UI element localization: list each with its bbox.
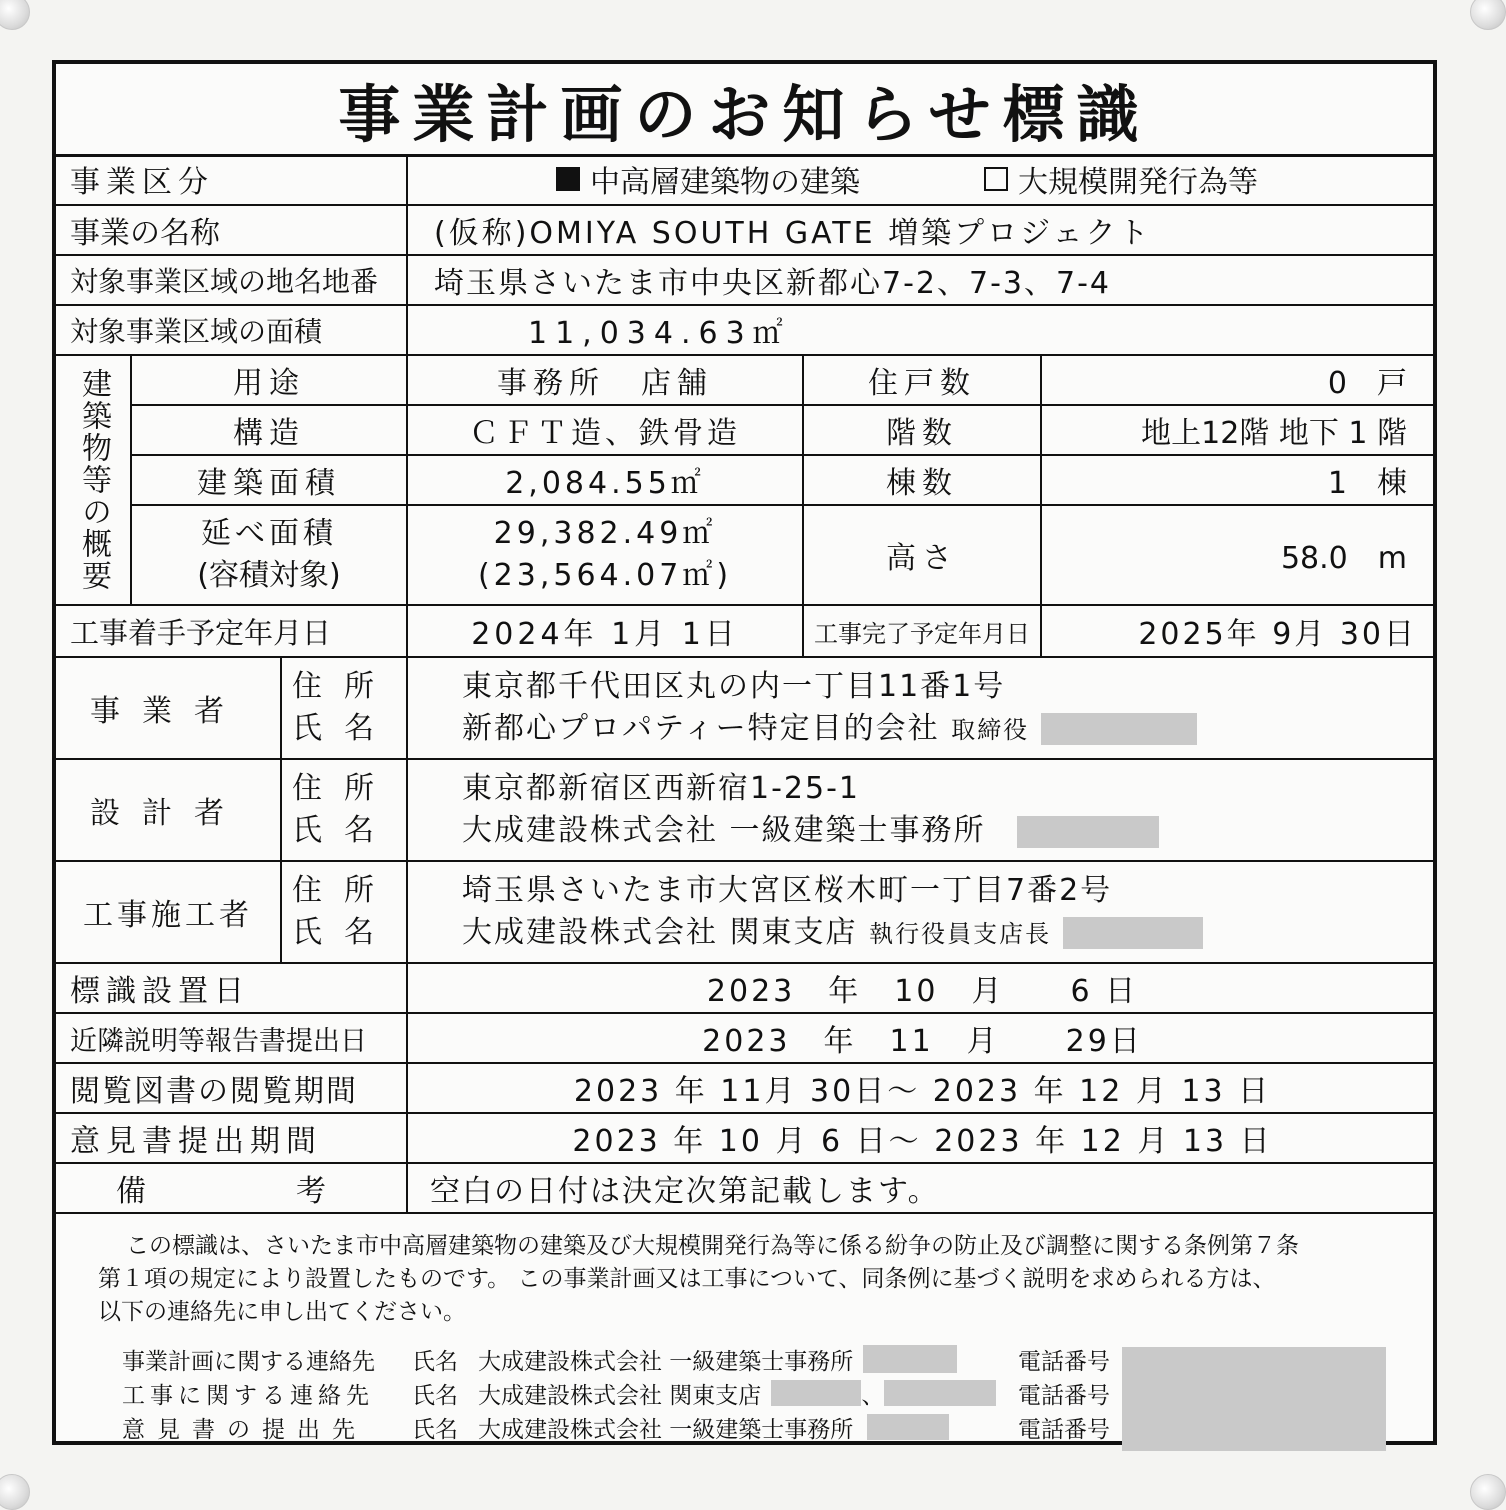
redacted-name <box>771 1380 861 1406</box>
designer-role-label: 設計者 <box>56 760 282 862</box>
building-overview-label: 建築物等の概要 <box>56 356 132 606</box>
address-value: 埼玉県さいたま市中央区新都心7-2、7-3、7-4 <box>408 256 1437 306</box>
checked-box-icon <box>556 167 580 191</box>
height-label: 高さ <box>804 506 1042 606</box>
mounting-screw-icon <box>1470 0 1506 30</box>
sign-date-value: 2023 年 10 月 6 日 <box>408 964 1437 1014</box>
viewing-period-value: 2023 年 11月 30日～ 2023 年 12 月 13 日 <box>408 1064 1437 1114</box>
redacted-name <box>1041 713 1197 745</box>
notice-paragraph: この標識は、さいたま市中高層建築物の建築及び大規模開発行為等に係る紛争の防止及び調整に関する条例第７条 第１項の規定により設置したものです。 この事業計画又は工事について、同条例に基づく説明を求められる方は、 以下の連絡先に申し出てください。 <box>98 1233 1299 1325</box>
redacted-name <box>863 1345 957 1373</box>
notice-board <box>52 60 1437 1445</box>
contractor-address: 埼玉県さいたま市大宮区桜木町一丁目7番2号 <box>462 872 1113 908</box>
height-value: 58.0 m <box>1042 506 1437 606</box>
floor-area-label: 延べ面積 (容積対象) <box>132 506 408 606</box>
owner-address: 東京都千代田区丸の内一丁目11番1号 <box>462 668 1006 704</box>
end-date-value: 2025年 9月 30日 <box>1042 606 1437 658</box>
category-option-label: 中高層建築物の建築 <box>590 165 860 200</box>
designer-name-line: 大成建設株式会社 一級建築士事務所 <box>462 810 1159 852</box>
designer-address: 東京都新宿区西新宿1-25-1 <box>462 771 860 806</box>
unchecked-box-icon <box>984 167 1008 191</box>
owner-field-labels: 住所 氏名 <box>282 658 408 760</box>
structure-value: ＣＦＴ造、鉄骨造 <box>408 406 804 456</box>
category-label: 事業区分 <box>56 154 408 206</box>
redacted-phone-numbers <box>1122 1347 1386 1451</box>
use-value: 事務所 店舗 <box>408 356 804 406</box>
category-option-label: 大規模開発行為等 <box>1018 165 1258 200</box>
units-label: 住戸数 <box>804 356 1042 406</box>
mounting-screw-icon <box>0 0 30 30</box>
floors-label: 階数 <box>804 406 1042 456</box>
use-label: 用途 <box>132 356 408 406</box>
redacted-name <box>884 1380 996 1406</box>
owner-details <box>408 658 1437 760</box>
building-area-label: 建築面積 <box>132 456 408 506</box>
mounting-screw-icon <box>0 1474 30 1510</box>
redacted-name <box>1017 816 1159 848</box>
redacted-name <box>867 1414 949 1440</box>
contact-row: 意見書の提出先 氏名 大成建設株式会社 一級建築士事務所 電話番号 <box>122 1410 949 1444</box>
start-date-label: 工事着手予定年月日 <box>56 606 408 658</box>
opinion-period-value: 2023 年 10 月 6 日～ 2023 年 12 月 13 日 <box>408 1114 1437 1164</box>
units-value: 0 戸 <box>1042 356 1437 406</box>
contact-row: 事業計画に関する連絡先 氏名 大成建設株式会社 一級建築士事務所 電話番号 <box>122 1342 957 1376</box>
redacted-name <box>1063 917 1203 949</box>
structure-label: 構造 <box>132 406 408 456</box>
building-area-value: 2,084.55㎡ <box>408 456 804 506</box>
mounting-screw-icon <box>1470 1474 1506 1510</box>
owner-name-line: 新都心プロパティー特定目的会社 取締役 <box>462 708 1197 751</box>
floor-area-value: 29,382.49㎡ (23,564.07㎡) <box>408 506 804 606</box>
area-label: 対象事業区域の面積 <box>56 306 408 356</box>
report-date-value: 2023 年 11 月 29日 <box>408 1014 1437 1064</box>
contractor-role-label: 工事施工者 <box>56 862 282 964</box>
remarks-label: 備考 <box>56 1164 408 1214</box>
board-title: 事業計画のお知らせ標識 <box>56 64 1433 157</box>
project-name-value: (仮称)OMIYA SOUTH GATE 増築プロジェクト <box>408 206 1437 256</box>
buildings-count-value: 1 棟 <box>1042 456 1437 506</box>
owner-role-label: 事業者 <box>56 658 282 760</box>
area-value: 11,034.63㎡ <box>408 306 1437 356</box>
contractor-name-line: 大成建設株式会社 関東支店 執行役員支店長 <box>462 912 1203 955</box>
contractor-details <box>408 862 1437 964</box>
contact-row: 工事に関する連絡先 氏名 大成建設株式会社 関東支店 、 電話番号 <box>122 1376 996 1410</box>
floors-value: 地上12階 地下 1 階 <box>1042 406 1437 456</box>
opinion-period-label: 意見書提出期間 <box>56 1114 408 1164</box>
sign-date-label: 標識設置日 <box>56 964 408 1014</box>
designer-details <box>408 760 1437 862</box>
report-date-label: 近隣説明等報告書提出日 <box>56 1014 408 1064</box>
category-options <box>408 154 1437 206</box>
end-date-label: 工事完了予定年月日 <box>804 606 1042 658</box>
project-name-label: 事業の名称 <box>56 206 408 256</box>
viewing-period-label: 閲覧図書の閲覧期間 <box>56 1064 408 1114</box>
remarks-value: 空白の日付は決定次第記載します。 <box>408 1164 1437 1214</box>
address-label: 対象事業区域の地名地番 <box>56 256 408 306</box>
buildings-count-label: 棟数 <box>804 456 1042 506</box>
start-date-value: 2024年 1月 1日 <box>408 606 804 658</box>
designer-field-labels: 住所 氏名 <box>282 760 408 862</box>
contractor-field-labels: 住所 氏名 <box>282 862 408 964</box>
